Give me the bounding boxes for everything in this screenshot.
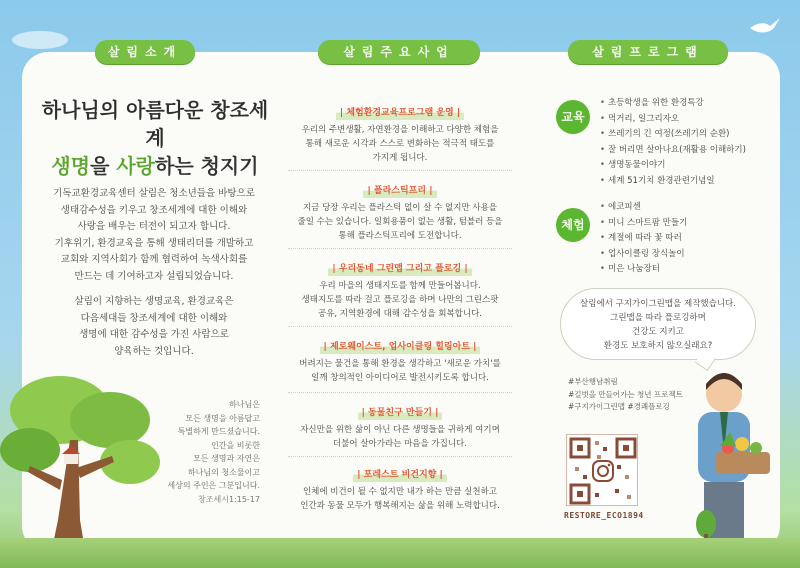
project-title: | 플라스틱프리 | (363, 184, 436, 198)
project-body: 우리의 주변생활, 자연환경을 이해하고 다양한 체험을 통해 새로운 시각과 스스로 변화하는 적극적 태도를 가지게 됩니다. (301, 125, 499, 163)
list-item: • 계절에 따라 꽃 따러 (600, 231, 687, 247)
education-list (600, 96, 746, 189)
list-item: • 생명동물이야기 (600, 158, 746, 174)
list-item: • 잘 버리면 살아나요(재활용 이해하기) (600, 143, 746, 159)
poem-quote: 하나님은 모든 생명을 아름답고 특별하게 만드셨습니다. 인간을 비롯한 모든 생명과 자연은 하나님의 청소물이고 세상의 주인은 그분입니다. 창조세시1:15-17 (150, 398, 260, 506)
project-item (280, 400, 520, 451)
list-item: • 쓰레기의 긴 여정(쓰레기의 순환) (600, 127, 746, 143)
qr-code[interactable] (566, 434, 638, 506)
intro-title (40, 96, 270, 180)
poem-source: 창조세시1:15-17 (198, 494, 260, 504)
cloud-decoration (10, 20, 70, 50)
project-title: | 동물친구 만들기 | (358, 406, 443, 420)
divider (288, 392, 512, 393)
list-item: • 업사이클링 장식놀이 (600, 247, 687, 263)
qr-caption: RESTORE_ECO1894 (564, 511, 644, 520)
project-title: | 체험환경교육프로그램 운영 | (336, 106, 464, 120)
list-item: • 세계 51기치 환경관련기념일 (600, 174, 746, 190)
divider (288, 170, 512, 171)
project-body: 지금 당장 우리는 플라스틱 없이 살 수 없지만 사용을 줄일 수는 있습니다. 일회용품이 없는 생활, 텀블러 등을 통해 플라스틱프리에 도전합니다. (297, 203, 503, 241)
section-programs-heading: 살림프로그램 (568, 40, 728, 64)
section-intro-heading: 살림소개 (95, 40, 195, 64)
project-item (280, 178, 520, 243)
intro-title-line1: 하나님의 아름다운 창조세계 (41, 98, 269, 150)
project-item (280, 256, 520, 321)
list-item: • 미은 나눔장터 (600, 262, 687, 278)
project-title: | 포레스트 비건지향 | (353, 468, 447, 482)
project-body: 인체에 비건이 될 수 없지만 내가 하는 만큼 실천하고 인간과 동물 모두가 행복해지는 삶을 위해 노력합니다. (300, 487, 500, 511)
project-item (280, 334, 520, 385)
intro-paragraph-2: 살림이 지향하는 생명교육, 환경교육은 다음세대들 창조세계에 대한 이해와 생명에 대한 감수성을 가진 사람으로 양육하는 것입니다. (74, 296, 234, 357)
section-projects-heading: 살림주요사업 (318, 40, 480, 64)
project-body: 자신만을 위한 삶이 아닌 다른 생명들을 귀하게 여기며 더불어 살아가라는 마음을 가집니다. (300, 425, 500, 449)
project-body: 우리 마을의 생태지도를 함께 만들어봅니다. 생태지도를 따라 걸고 플로깅을 하며 나만의 그린스팟 공유, 지역환경에 대해 감수성을 회복합니다. (301, 281, 499, 319)
divider (288, 326, 512, 327)
list-item: • 초등학생을 위한 환경특강 (600, 96, 746, 112)
list-item: • 에코피센 (600, 200, 687, 216)
speech-bubble: 살림에서 구지가이그린맵을 제작했습니다. 그린맵을 따라 플로깅하며 건강도 지키고 환경도 보호하지 않으실래요? (560, 288, 756, 360)
intro-title-line2: 생명을 사랑하는 청지기 (51, 154, 259, 178)
project-item (280, 462, 520, 513)
education-badge: 교육 (556, 100, 590, 134)
divider (288, 456, 512, 457)
list-item: • 미니 스마트팜 만들기 (600, 216, 687, 232)
hashtag-list: #부산행남취림 #길벗을 만들어가는 청년 프로젝트 #구지가이그린맵 #경쾌플로깅 (568, 377, 683, 411)
experience-badge: 체험 (556, 208, 590, 242)
project-item (280, 100, 520, 165)
experience-list (600, 200, 687, 278)
bird-icon (748, 14, 782, 40)
project-title: | 우리동네 그린맵 그리고 플로깅 | (328, 262, 471, 276)
divider (288, 248, 512, 249)
intro-paragraph-1: 기독교환경교육센터 살림은 청소년들을 바탕으로 생태감수성을 키우고 창조세계에 대한 이해와 사랑을 배우는 터전이 되고자 합니다. 기후위기, 환경교육을 통해 생태리더를 개발하고 교회와 지역사회가 함께 협력하여 녹색사회를 만드는 데 기여하고자 설립되었습니다. (53, 188, 255, 282)
project-title: | 제로웨이스트, 업사이클링 힐링아트 | (320, 340, 481, 354)
grass-ground (0, 538, 800, 568)
list-item: • 먹거리, 일그리자오 (600, 112, 746, 128)
project-body: 버려지는 물건을 통해 환경을 생각하고 '새로운 가치'를 일깨 창의적인 아이디어로 발전시키도록 합니다. (299, 359, 501, 383)
